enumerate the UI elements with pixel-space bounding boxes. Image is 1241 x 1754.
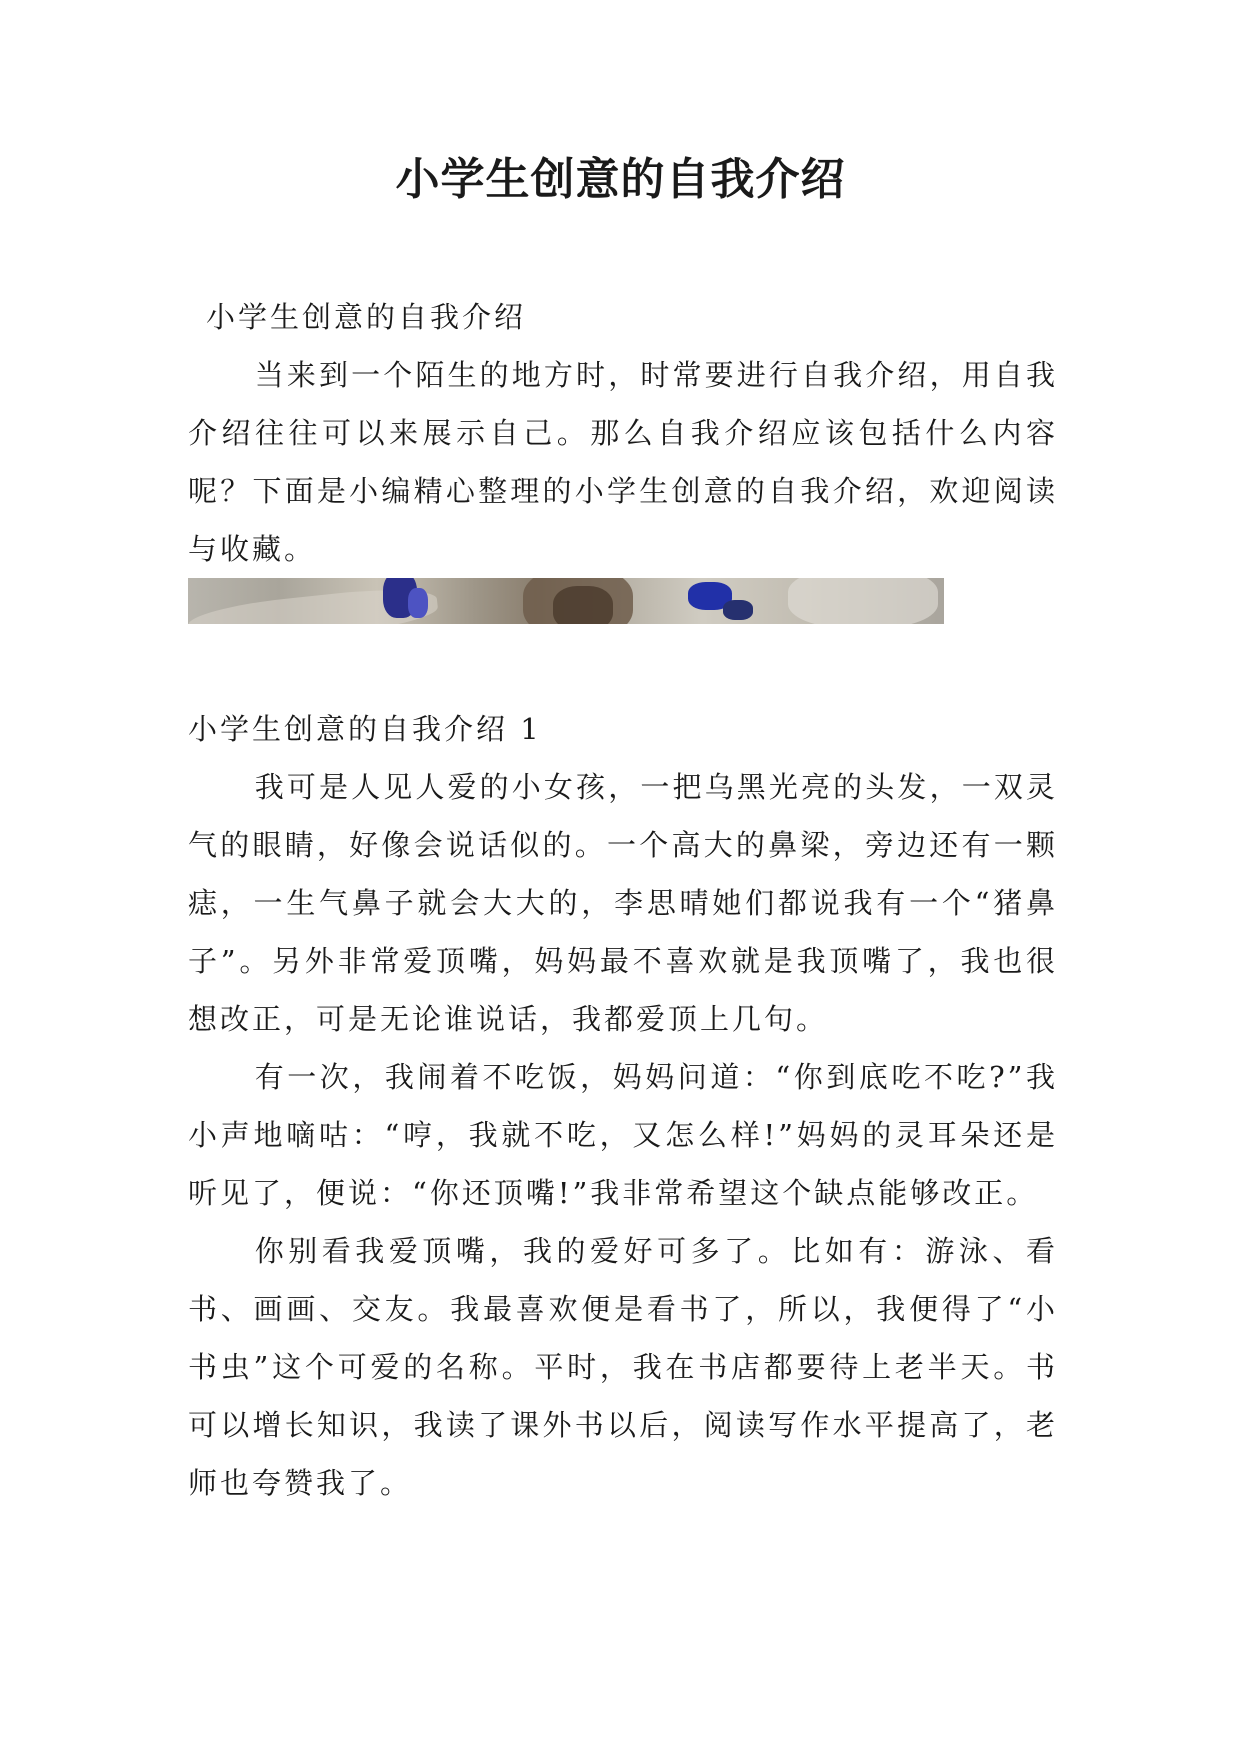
section-1-heading: 小学生创意的自我介绍 1 [188,712,542,746]
document-body [188,288,1058,1512]
document-title: 小学生创意的自我介绍 [395,154,846,205]
section-1-paragraph-2: 有一次，我闹着不吃饭，妈妈问道：“你到底吃不吃?”我小声地嘀咕：“哼，我就不吃，又怎么样!”妈妈的灵耳朵还是听见了，便说：“你还顶嘴!”我非常希望这个缺点能够改正。 [188,1060,1058,1210]
intro-paragraph: 当来到一个陌生的地方时，时常要进行自我介绍，用自我介绍往往可以来展示自己。那么自我介绍应该包括什么内容呢？下面是小编精心整理的小学生创意的自我介绍，欢迎阅读与收藏。 [188,358,1058,566]
section-1-paragraph-1: 我可是人见人爱的小女孩，一把乌黑光亮的头发，一双灵气的眼睛，好像会说话似的。一个高大的鼻梁，旁边还有一颗痣，一生气鼻子就会大大的，李思晴她们都说我有一个“猪鼻子”。另外非常爱顶嘴，妈妈最不喜欢就是我顶嘴了，我也很想改正，可是无论谁说话，我都爱顶上几句。 [188,770,1058,1036]
cropped-photo-image [188,578,944,624]
document-subtitle: 小学生创意的自我介绍 [206,300,527,334]
section-1-paragraph-3: 你别看我爱顶嘴，我的爱好可多了。比如有：游泳、看书、画画、交友。我最喜欢便是看书了，所以，我便得了“小书虫”这个可爱的名称。平时，我在书店都要待上老半天。书可以增长知识，我读了课外书以后，阅读写作水平提高了，老师也夸赞我了。 [188,1234,1058,1500]
